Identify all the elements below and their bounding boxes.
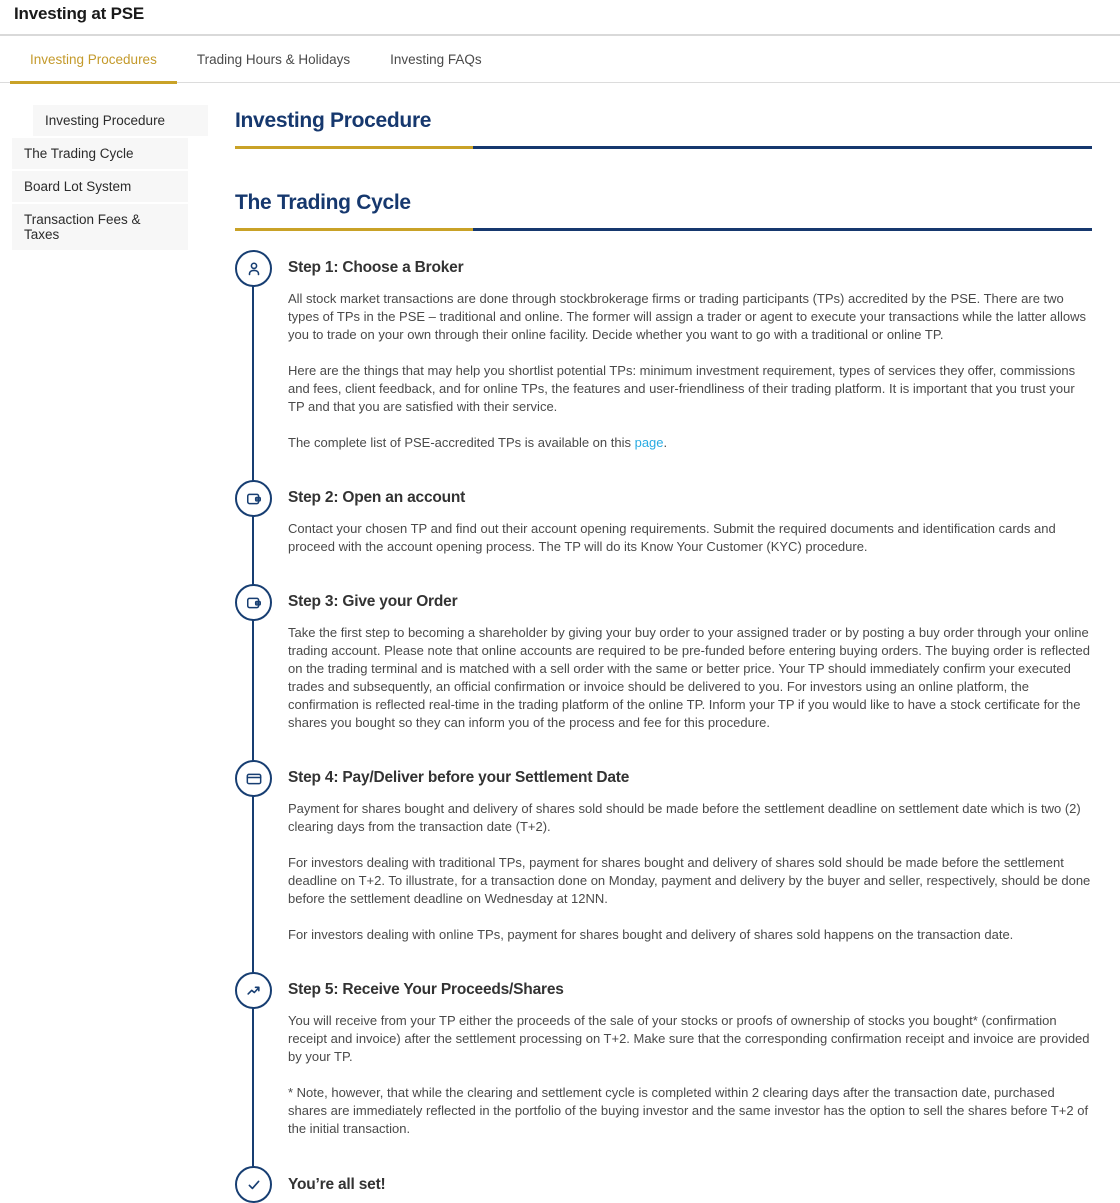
trading-cycle-timeline [235, 250, 1092, 1203]
step-paragraph: Here are the things that may help you shortlist potential TPs: minimum investment requirement, types of services they offer, commissions and fees, client feedback, and for online TPs, the features and user-friendliness of their trading platform. It is important that you trust your TP and that you are satisfied with their service. [288, 363, 1076, 414]
sidebar-item-label: Transaction Fees & Taxes [24, 212, 141, 242]
step-body [288, 760, 1092, 944]
step-title: Step 2: Open an account [288, 489, 466, 506]
step-body [288, 584, 1092, 732]
tab-label: Investing FAQs [390, 51, 482, 67]
rule-gold-segment [235, 146, 473, 149]
timeline-step-4 [235, 760, 1092, 944]
section-title-trading-cycle: The Trading Cycle [235, 191, 411, 214]
user-icon [235, 250, 272, 287]
check-icon [235, 1166, 272, 1203]
sidebar-nav [0, 105, 235, 1203]
step-title: Step 4: Pay/Deliver before your Settlement Date [288, 769, 630, 786]
step-paragraph-with-link [288, 434, 1092, 452]
step-title: Step 5: Receive Your Proceeds/Shares [288, 981, 564, 998]
rule-navy-segment [473, 228, 1092, 231]
section-rule [235, 228, 1092, 231]
timeline-step-5 [235, 972, 1092, 1138]
rule-gold-segment [235, 228, 473, 231]
step-paragraph: For investors dealing with online TPs, payment for shares bought and delivery of shares sold happens on the transaction date. [288, 927, 1014, 942]
sidebar-item-board-lot-system[interactable] [12, 171, 188, 202]
accredited-tps-page-link[interactable]: page [634, 435, 664, 450]
timeline-step-1 [235, 250, 1092, 452]
rule-navy-segment [473, 146, 1092, 149]
step-title: Step 1: Choose a Broker [288, 259, 464, 276]
step-paragraph: Payment for shares bought and delivery of shares sold should be made before the settlement deadline on settlement date which is two (2) clearing days from the transaction date (T+2). [288, 801, 1081, 834]
trend-up-icon [235, 972, 272, 1009]
link-paragraph-text: The complete list of PSE-accredited TPs is available on this [288, 435, 635, 450]
step-paragraph: * Note, however, that while the clearing and settlement cycle is completed within 2 clearing days after the transaction date, purchased shares are immediately reflected in the portfolio of the buying investor and the same investor has the option to sell the shares before T+2 of the initial transaction. [288, 1085, 1089, 1136]
step-body [288, 250, 1092, 452]
link-paragraph-text: . [663, 435, 668, 450]
credit-card-icon [235, 760, 272, 797]
wallet-icon [235, 480, 272, 517]
step-paragraph: You will receive from your TP either the proceeds of the sale of your stocks or proofs of ownership of stocks you bought* (confirmation receipt and invoice) after the settlement processing on T+2. Make sure that the corresponding confirmation receipt and invoice are provided by your TP. [288, 1013, 1090, 1064]
timeline-done [235, 1166, 1092, 1203]
sidebar-item-label: Board Lot System [24, 179, 132, 194]
timeline-step-3 [235, 584, 1092, 732]
done-title: You’re all set! [288, 1175, 386, 1193]
tab-bar [0, 36, 1120, 83]
tab-label: Investing Procedures [30, 51, 157, 67]
section-rule [235, 146, 1092, 149]
sidebar-item-label: Investing Procedure [45, 113, 166, 128]
step-paragraph: For investors dealing with traditional TPs, payment for shares bought and delivery of shares sold should be made before the settlement deadline on T+2. To illustrate, for a transaction done on Monday, payment and delivery by the buyer and seller, respectively, should be done before the settlement deadline on Wednesday at 12NN. [288, 855, 1091, 906]
step-paragraph: All stock market transactions are done through stockbrokerage firms or trading participants (TPs) accredited by the PSE. There are two types of TPs in the PSE – traditional and online. The former will assign a trader or agent to execute your transactions while the latter allows you to trade on your own through their online facility. Decide whether you want to go with a traditional or online TP. [288, 291, 1086, 342]
tab-trading-hours-holidays[interactable] [177, 36, 370, 82]
page-title: Investing at PSE [14, 4, 145, 23]
step-paragraph: Take the first step to becoming a shareholder by giving your buy order to your assigned trader or by posting a buy order through your online trading account. Please note that online accounts are required to be pre-funded before entering buying orders. The buying order is reflected on the trading terminal and is matched with a sell order with the same or better price. Your TP should immediately confirm your executed trades and subsequently, an official confirmation or invoice should be delivered to you. For investors using an online platform, the confirmation is reflected real-time in the trading platform of the online TP. Inform your TP if you would like to have a stock certificate for the shares you bought so they can inform you of the process and fee for this procedure. [288, 625, 1090, 730]
sidebar-item-investing-procedure[interactable] [33, 105, 208, 136]
timeline-step-2 [235, 480, 1092, 556]
sidebar-item-trading-cycle[interactable] [12, 138, 188, 169]
step-paragraph: Contact your chosen TP and find out their account opening requirements. Submit the required documents and identification cards and proceed with the account opening process. The TP will do its Know Your Customer (KYC) procedure. [288, 521, 1056, 554]
step-title: Step 3: Give your Order [288, 593, 458, 610]
step-body [288, 972, 1092, 1138]
tab-investing-faqs[interactable] [370, 36, 502, 82]
tab-label: Trading Hours & Holidays [196, 51, 351, 67]
content-area [0, 105, 1120, 1203]
sidebar-item-label: The Trading Cycle [24, 146, 134, 161]
main-content [235, 105, 1092, 1203]
section-title-investing-procedure: Investing Procedure [235, 109, 432, 132]
wallet-icon [235, 584, 272, 621]
tab-investing-procedures[interactable] [10, 36, 177, 82]
step-body [288, 480, 1092, 556]
sidebar-item-transaction-fees-taxes[interactable] [12, 204, 188, 250]
